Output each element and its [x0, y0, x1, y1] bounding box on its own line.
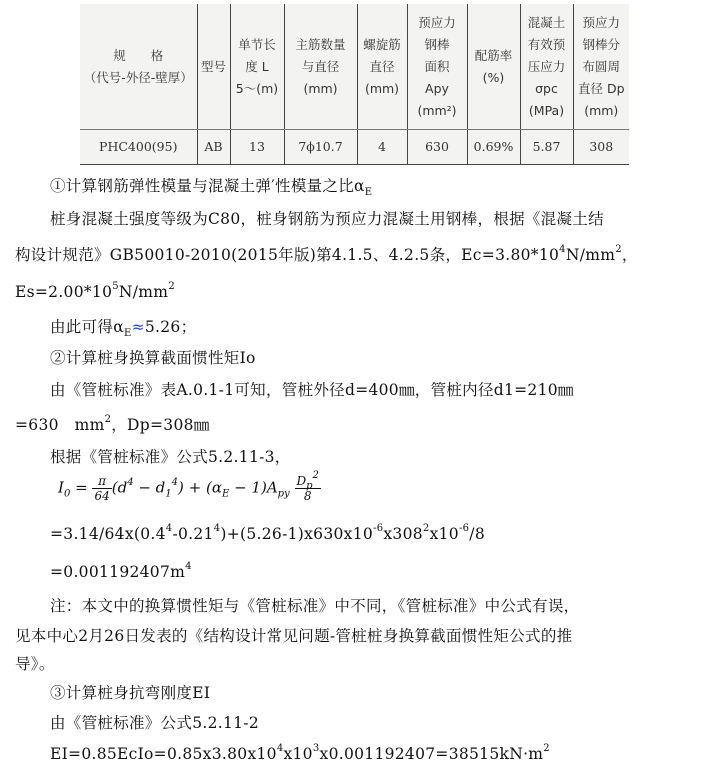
table-row — [80, 130, 629, 165]
note-line-1: 注：本文中的换算惯性矩与《管桩标准》中不同，《管桩标准》中公式有误， — [50, 597, 580, 615]
header-type: 型号 — [197, 4, 230, 130]
paragraph-5: 由《管桩标准》公式5.2.11-2 — [50, 714, 259, 732]
header-diameter: 预应力 钢棒分 布圆周 直径 Dp (mm) — [573, 4, 629, 130]
table-cell: 7ϕ10.7 — [284, 130, 357, 165]
table-cell: 630 — [407, 130, 467, 165]
table-cell: 308 — [573, 130, 629, 165]
header-stress: 混凝土 有效预 压应力 σpc (MPa) — [520, 4, 573, 130]
paragraph-1c: $Es=2.00*10^5N/mm^2$ — [15, 280, 175, 301]
paragraph-alpha: 由此可得$\alpha_E\approx 5.26$； — [50, 318, 197, 340]
inertia-formula: $I_0$ = $\frac{\pi}{64}$ $(d^4 - d_1^4) + (\alpha_E - 1)A_{py}$ $\frac{D_p^2}{8}$ — [58, 470, 319, 503]
note-line-2: 见本中心2月26日发表的《结构设计常见问题-管桩桩身换算截面惯性矩公式的推 — [15, 627, 573, 645]
spec-table — [80, 4, 629, 165]
header-ratio: 配筋率 (%) — [467, 4, 520, 130]
header-spec: 规 格 （代号-外径-壁厚） — [80, 4, 197, 130]
paragraph-3a: 由《管桩标准》表A.0.1-1可知，管桩外径d=400㎜，管桩内径d1=210㎜ — [50, 381, 574, 399]
ei-result: $EI=0.85EcIo=0.85x3.80x10^4x10^3x0.001192407=38515kN\cdot m^2$ — [50, 742, 550, 763]
paragraph-4: 根据《管桩标准》公式5.2.11-3， — [50, 448, 291, 466]
table-cell: PHC400(95) — [80, 130, 197, 165]
header-area: 预应力 钢棒 面积 Apy (mm²) — [407, 4, 467, 130]
header-main-rebar: 主筋数量 与直径 (mm) — [284, 4, 357, 130]
table-header-row — [80, 4, 629, 130]
table-cell: 4 — [357, 130, 407, 165]
note-line-3: 导》。 — [15, 655, 55, 673]
table-cell: AB — [197, 130, 230, 165]
table-cell: 13 — [230, 130, 284, 165]
calc-line-1: $=3.14/64x(0.4^4-0.21^4)+(5.26-1)x630x10^{-6}x308^2x10^{-6}/8$ — [50, 522, 485, 543]
paragraph-3b: =630 $mm^2$，Dp=308㎜ — [15, 413, 210, 434]
table-cell: 5.87 — [520, 130, 573, 165]
paragraph-1b: 构设计规范》GB50010-2010(2015年版)第4.1.5、4.2.5条，$Ec=3.80*10^4N/mm^2$， — [15, 243, 638, 264]
section-1-title: ①计算钢筋弹性模量与混凝土弹′性模量之比$\alpha_E$ — [50, 177, 373, 199]
section-3-title: ③计算桩身抗弯刚度EI — [50, 684, 211, 702]
header-spiral: 螺旋筋 直径 (mm) — [357, 4, 407, 130]
paragraph-1a: 桩身混凝土强度等级为C80，桩身钢筋为预应力混凝土用钢棒，根据《混凝土结 — [50, 210, 604, 228]
table-cell: 0.69% — [467, 130, 520, 165]
header-length: 单节长 度 L 5～(m) — [230, 4, 284, 130]
calc-line-2: $=0.001192407m^4$ — [50, 560, 192, 581]
section-2-title: ②计算桩身换算截面惯性矩Io — [50, 349, 256, 367]
